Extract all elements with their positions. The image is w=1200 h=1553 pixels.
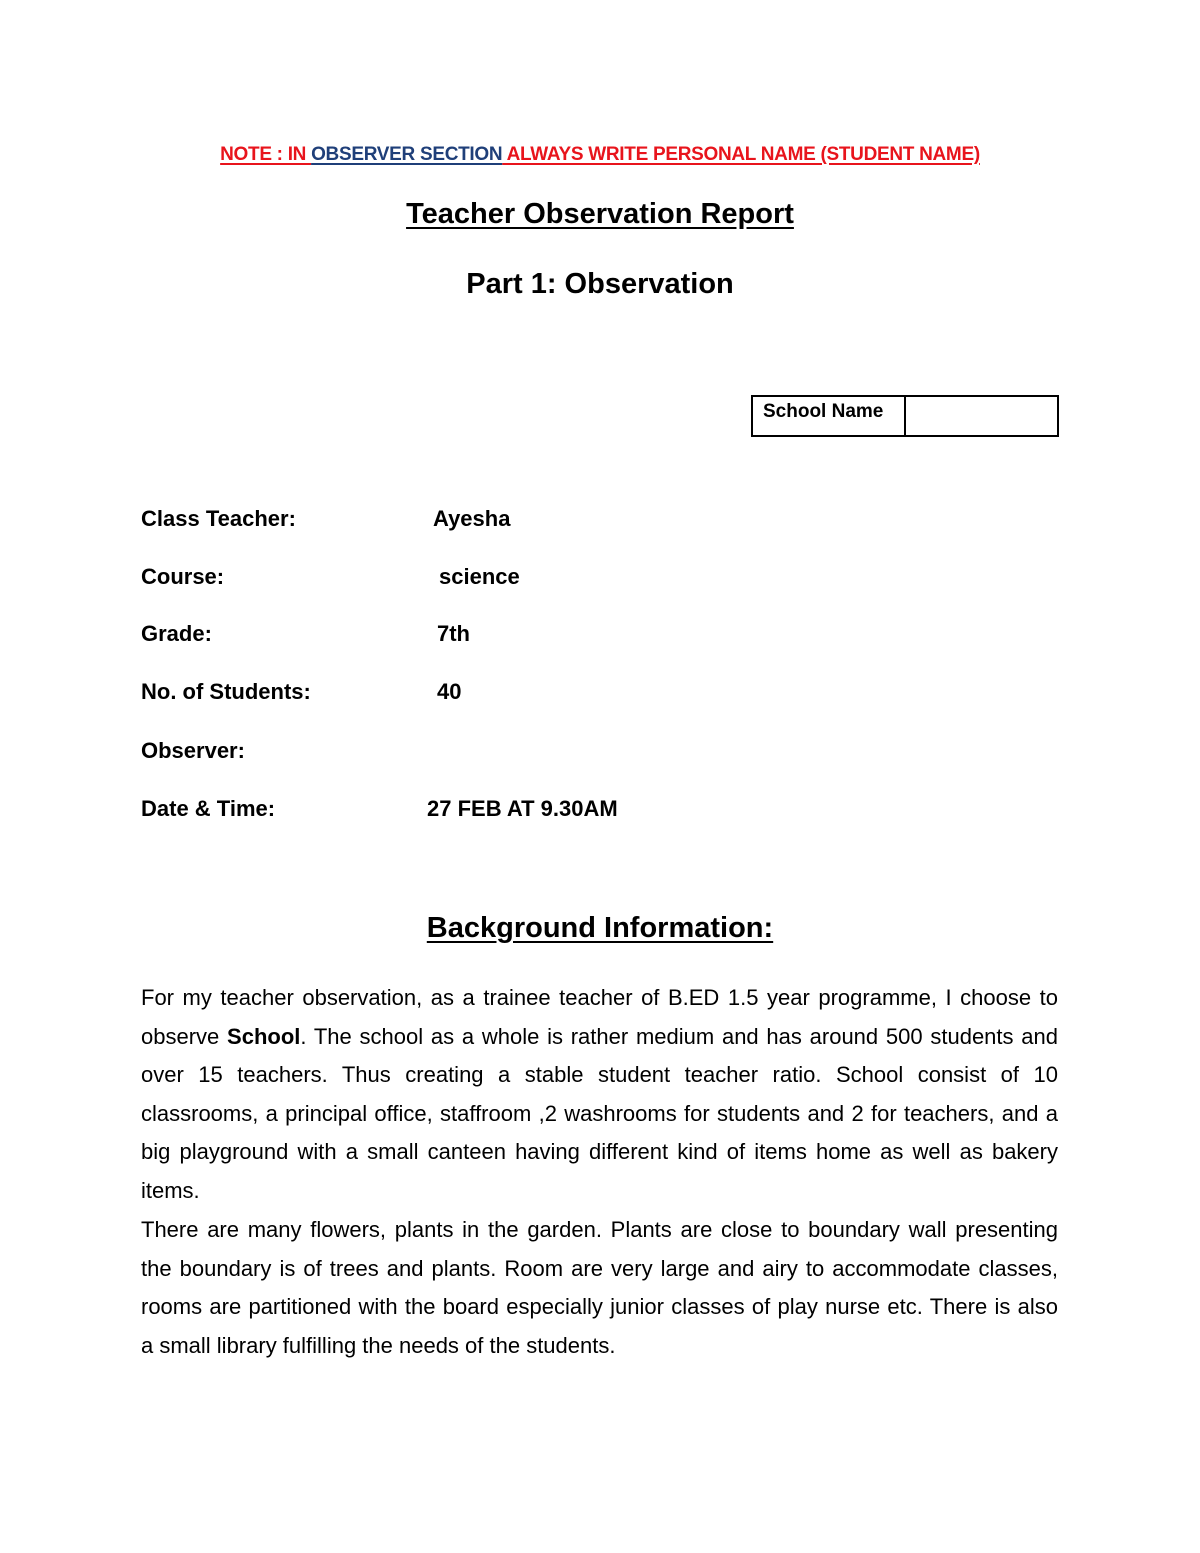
para1-school-bold: School (227, 1023, 301, 1049)
para1-start: For my teacher observation, as a trainee teacher of B.ED 1.5 year programme, I choose to observe (141, 985, 1058, 1049)
students-label: No. of Students: (141, 679, 311, 704)
date-time-label: Date & Time: (141, 796, 276, 821)
class-teacher-value: Ayesha (433, 506, 511, 531)
school-name-label: School Name (752, 396, 905, 436)
course-value: science (439, 564, 520, 589)
para1-end: . The school as a whole is rather medium and has around 500 students and over 15 teachers. Thus creating a stable student teacher ratio. School consist of 10 classrooms, a principal office, staffroom ,2 washrooms for students and 2 for teachers, and a big playground with a small canteen having different kind of items home as well as bakery items. (141, 1023, 1058, 1203)
grade-value: 7th (437, 621, 470, 646)
school-name-table (751, 395, 1059, 437)
background-paragraph-1 (141, 979, 1058, 1211)
note-suffix: ALWAYS WRITE PERSONAL NAME (STUDENT NAME) (502, 144, 980, 165)
observer-label: Observer: (141, 738, 245, 763)
school-name-value (905, 396, 1058, 436)
observer-note (0, 144, 1200, 166)
date-time-value: 27 FEB AT 9.30AM (427, 796, 618, 821)
course-label: Course: (141, 564, 225, 589)
document-title: Teacher Observation Report (406, 198, 794, 230)
students-value: 40 (437, 679, 462, 704)
background-heading: Background Information: (426, 912, 774, 944)
note-prefix: NOTE : IN (220, 144, 312, 165)
part-title: Part 1: Observation (466, 268, 734, 300)
grade-label: Grade: (141, 621, 212, 646)
note-observer-section: OBSERVER SECTION (311, 144, 503, 165)
class-teacher-label: Class Teacher: (141, 506, 296, 531)
background-paragraph-2: There are many flowers, plants in the garden. Plants are close to boundary wall presenting the boundary is of trees and plants. Room are very large and airy to accommodate classes, rooms are partitioned with the board especially junior classes of play nurse etc. There is also a small library fulfilling the needs of the students. (141, 1217, 1058, 1358)
